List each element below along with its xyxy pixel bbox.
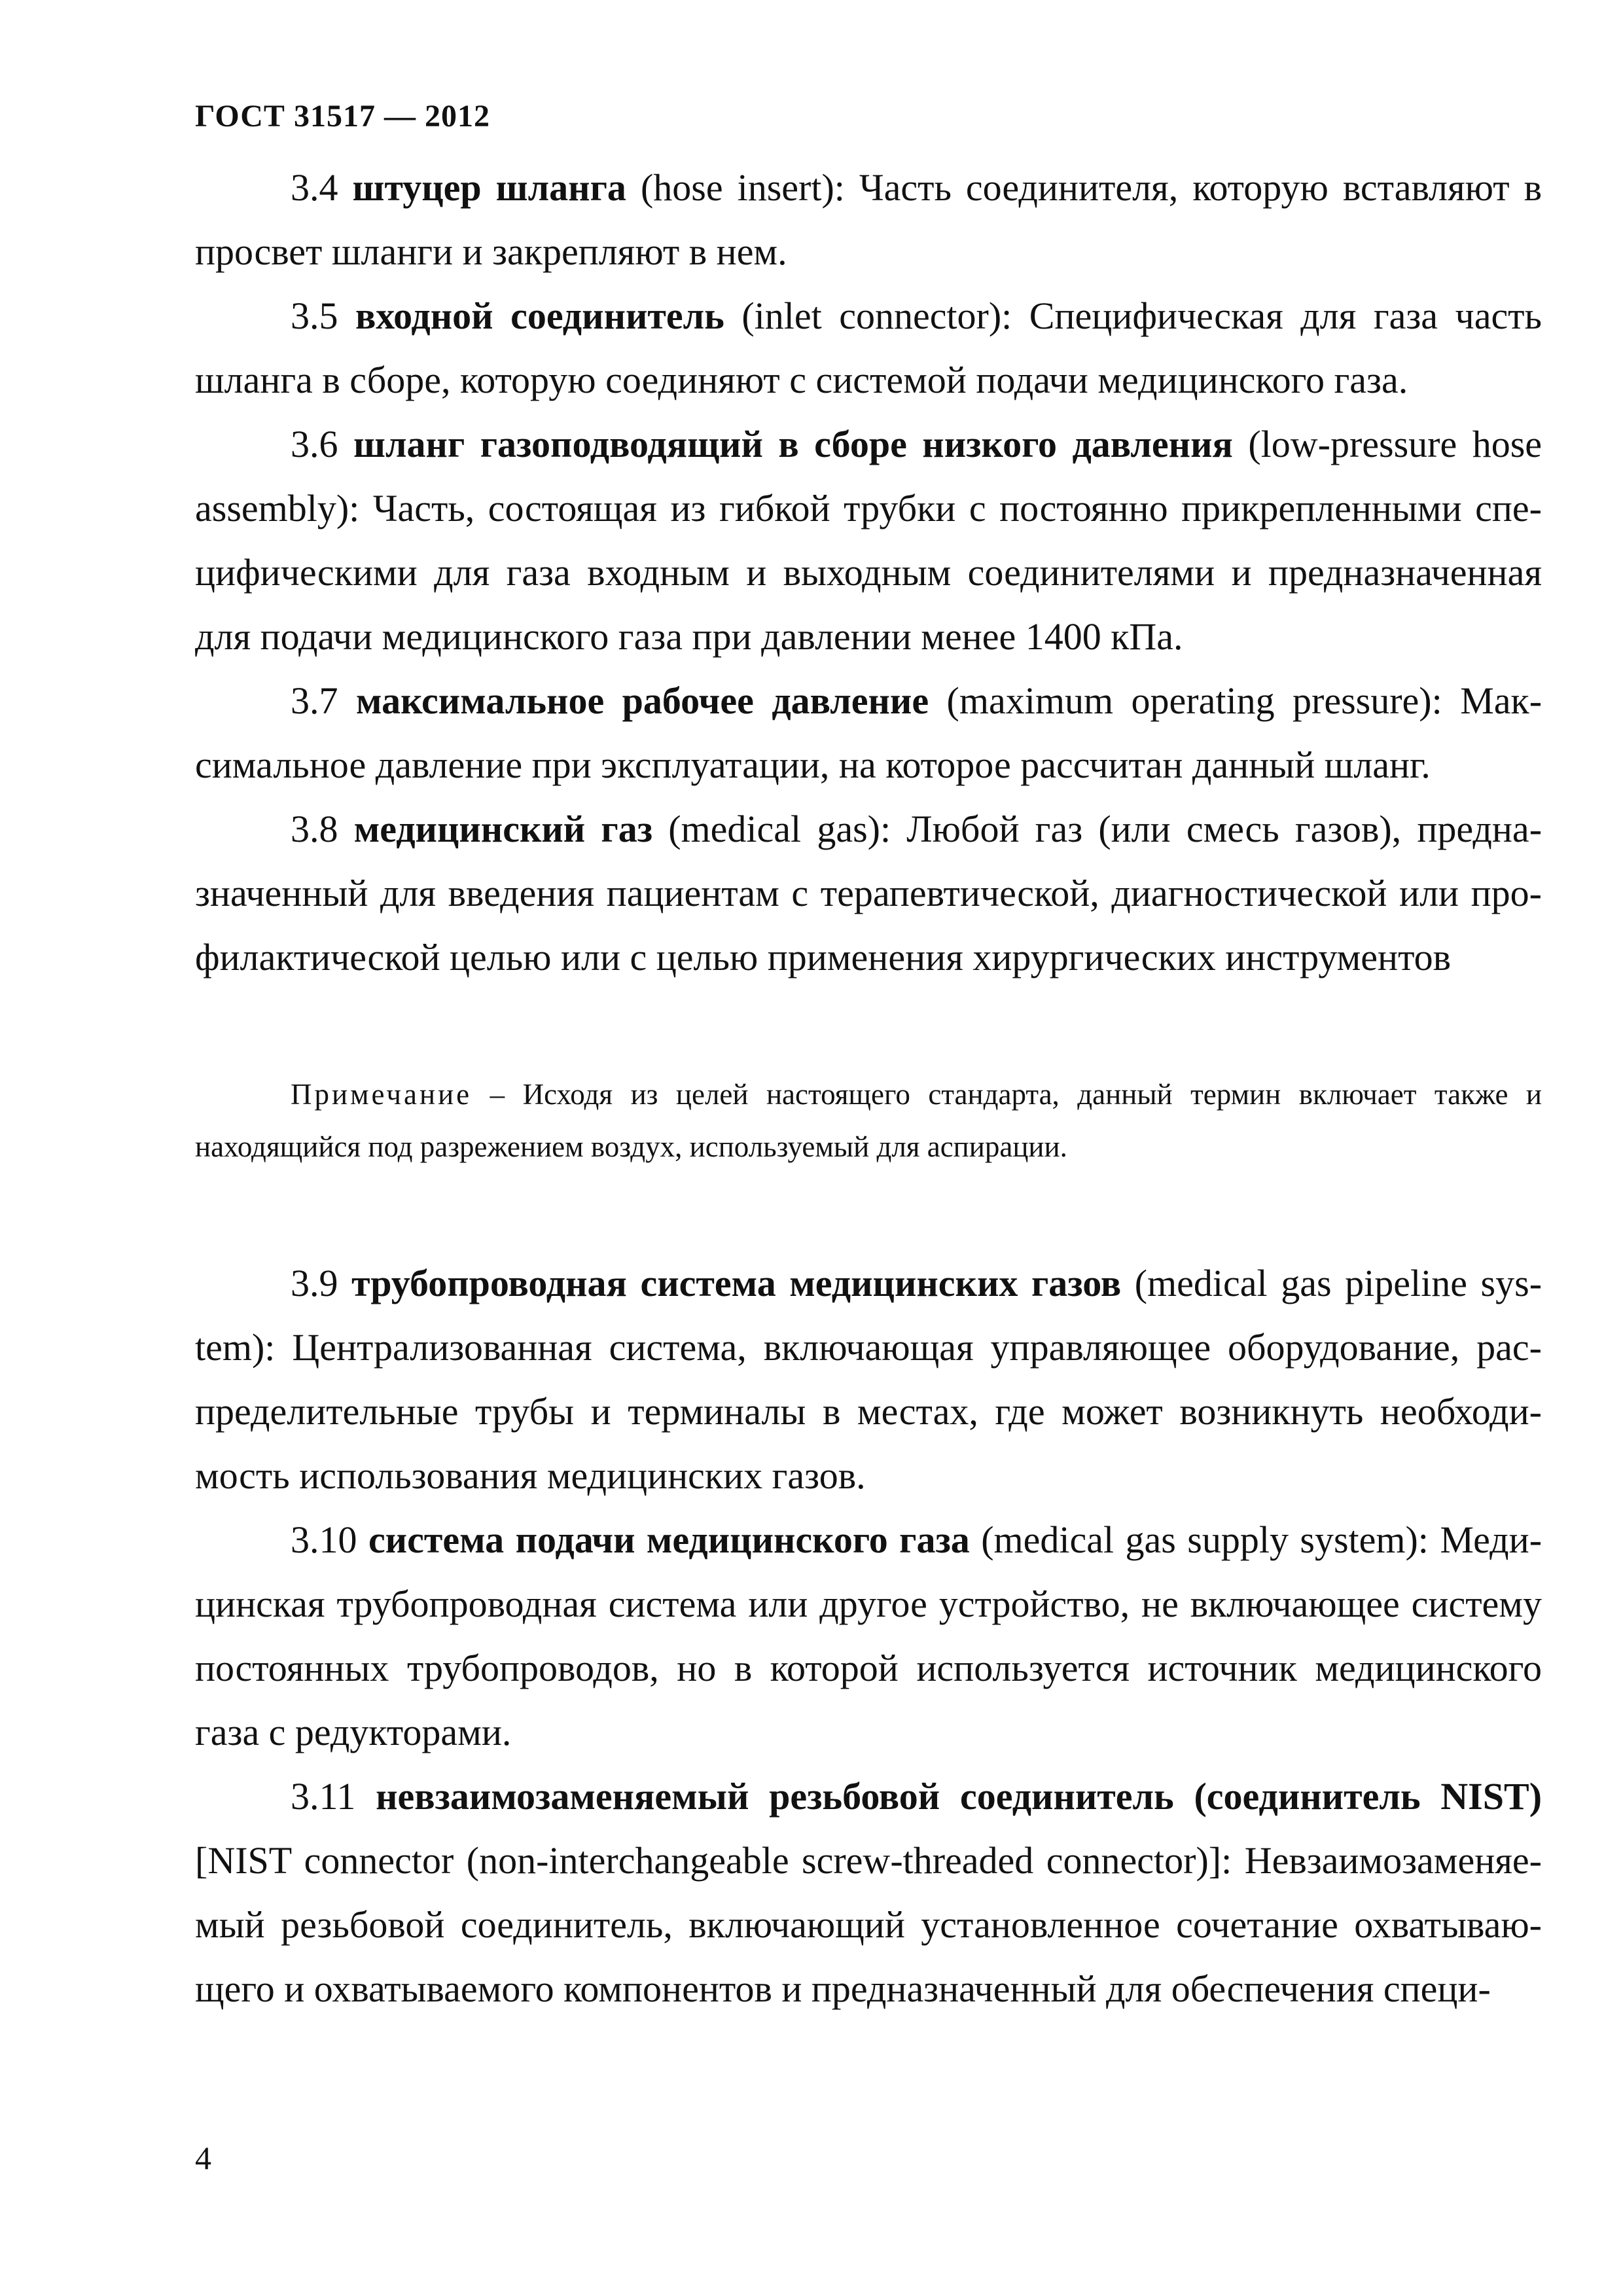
term-name: медицинский газ bbox=[353, 808, 653, 850]
term-3-10 bbox=[195, 1508, 1542, 1765]
term-english: (medical gas): bbox=[652, 808, 907, 850]
term-number: 3.7 bbox=[291, 679, 338, 722]
term-definition: Централизованная система, включающая управляющее оборудование, распределительные трубы и терминалы в местах, где может возникнуть необходимость использования медицинских газов. bbox=[195, 1326, 1542, 1497]
term-name: штуцер шланга bbox=[352, 166, 626, 209]
term-3-7 bbox=[195, 669, 1542, 797]
term-name: входной соединитель bbox=[355, 295, 724, 337]
term-number: 3.10 bbox=[291, 1518, 357, 1561]
term-3-5 bbox=[195, 284, 1542, 412]
term-number: 3.5 bbox=[291, 295, 338, 337]
term-definition: Невзаимозаменяемый резьбовой соединитель, включающий установленное сочетание охватывающего и охватываемого компонентов и предназначенный для обеспечения специ- bbox=[195, 1839, 1542, 2010]
term-name: трубопроводная система медицинских газов bbox=[351, 1262, 1122, 1304]
term-english: [NIST connector (non-interchangeable screw-threaded connector)]: bbox=[195, 1839, 1245, 1882]
term-3-11 bbox=[195, 1765, 1542, 2021]
term-definition: Максимальное давление при эксплуатации, на которое рассчитан данный шланг. bbox=[195, 679, 1543, 786]
note-text: – Исходя из целей настоящего стандарта, данный термин включает также и находящийся под разрежением воздух, используемый для аспирации. bbox=[195, 1078, 1542, 1163]
page-number: 4 bbox=[195, 2140, 211, 2176]
term-number: 3.11 bbox=[291, 1775, 356, 1818]
term-definition: Часть соединителя, которую вставляют в просвет шланги и закрепляют в нем. bbox=[195, 166, 1543, 273]
term-3-8 bbox=[195, 797, 1542, 990]
term-number: 3.4 bbox=[291, 166, 338, 209]
term-name: невзаимозаменяемый резьбовой соединитель (соединитель NIST) bbox=[376, 1775, 1543, 1818]
note bbox=[195, 1068, 1542, 1173]
term-number: 3.6 bbox=[291, 423, 338, 465]
term-english: (maximum operating pressure): bbox=[929, 679, 1461, 722]
term-english: (inlet connector): bbox=[724, 295, 1029, 337]
term-number: 3.8 bbox=[291, 808, 338, 850]
term-english: (medical gas supply system): bbox=[969, 1518, 1440, 1561]
terms-content bbox=[195, 156, 1542, 2021]
term-number: 3.9 bbox=[291, 1262, 338, 1304]
standard-header: ГОСТ 31517 — 2012 bbox=[195, 99, 490, 134]
term-definition: Часть, состоящая из гибкой трубки с постоянно прикрепленными специфическими для газа входным и выходным соединителями и предназначенная для подачи медицинского газа при давлении менее 1400 кПа. bbox=[195, 487, 1542, 658]
term-definition: Специфическая для газа часть шланга в сборе, которую соединяют с системой подачи медицинского газа. bbox=[195, 295, 1542, 401]
term-english: (hose insert): bbox=[626, 166, 859, 209]
term-english: (low-pressure hose assembly): bbox=[195, 423, 1543, 529]
term-name: система подачи медицинского газа bbox=[368, 1518, 970, 1561]
term-3-6 bbox=[195, 412, 1542, 669]
term-english: (medical gas pipeline system): bbox=[195, 1262, 1543, 1369]
term-definition: Медицинская трубопроводная система или другое устройство, не включающее систему постоянных трубопроводов, но в которой используется источник медицинского газа с редукторами. bbox=[195, 1518, 1543, 1753]
term-definition: Любой газ (или смесь газов), предназначенный для введения пациентам с терапевтической, диагностической или профилактической целью или с целью применения хирургических инструментов bbox=[195, 808, 1543, 978]
term-name: максимальное рабочее давление bbox=[355, 679, 929, 722]
term-3-9 bbox=[195, 1251, 1542, 1508]
note-label: Примечание bbox=[291, 1078, 473, 1111]
term-name: шланг газоподводящий в сборе низкого давления bbox=[353, 423, 1233, 465]
term-3-4 bbox=[195, 156, 1542, 284]
